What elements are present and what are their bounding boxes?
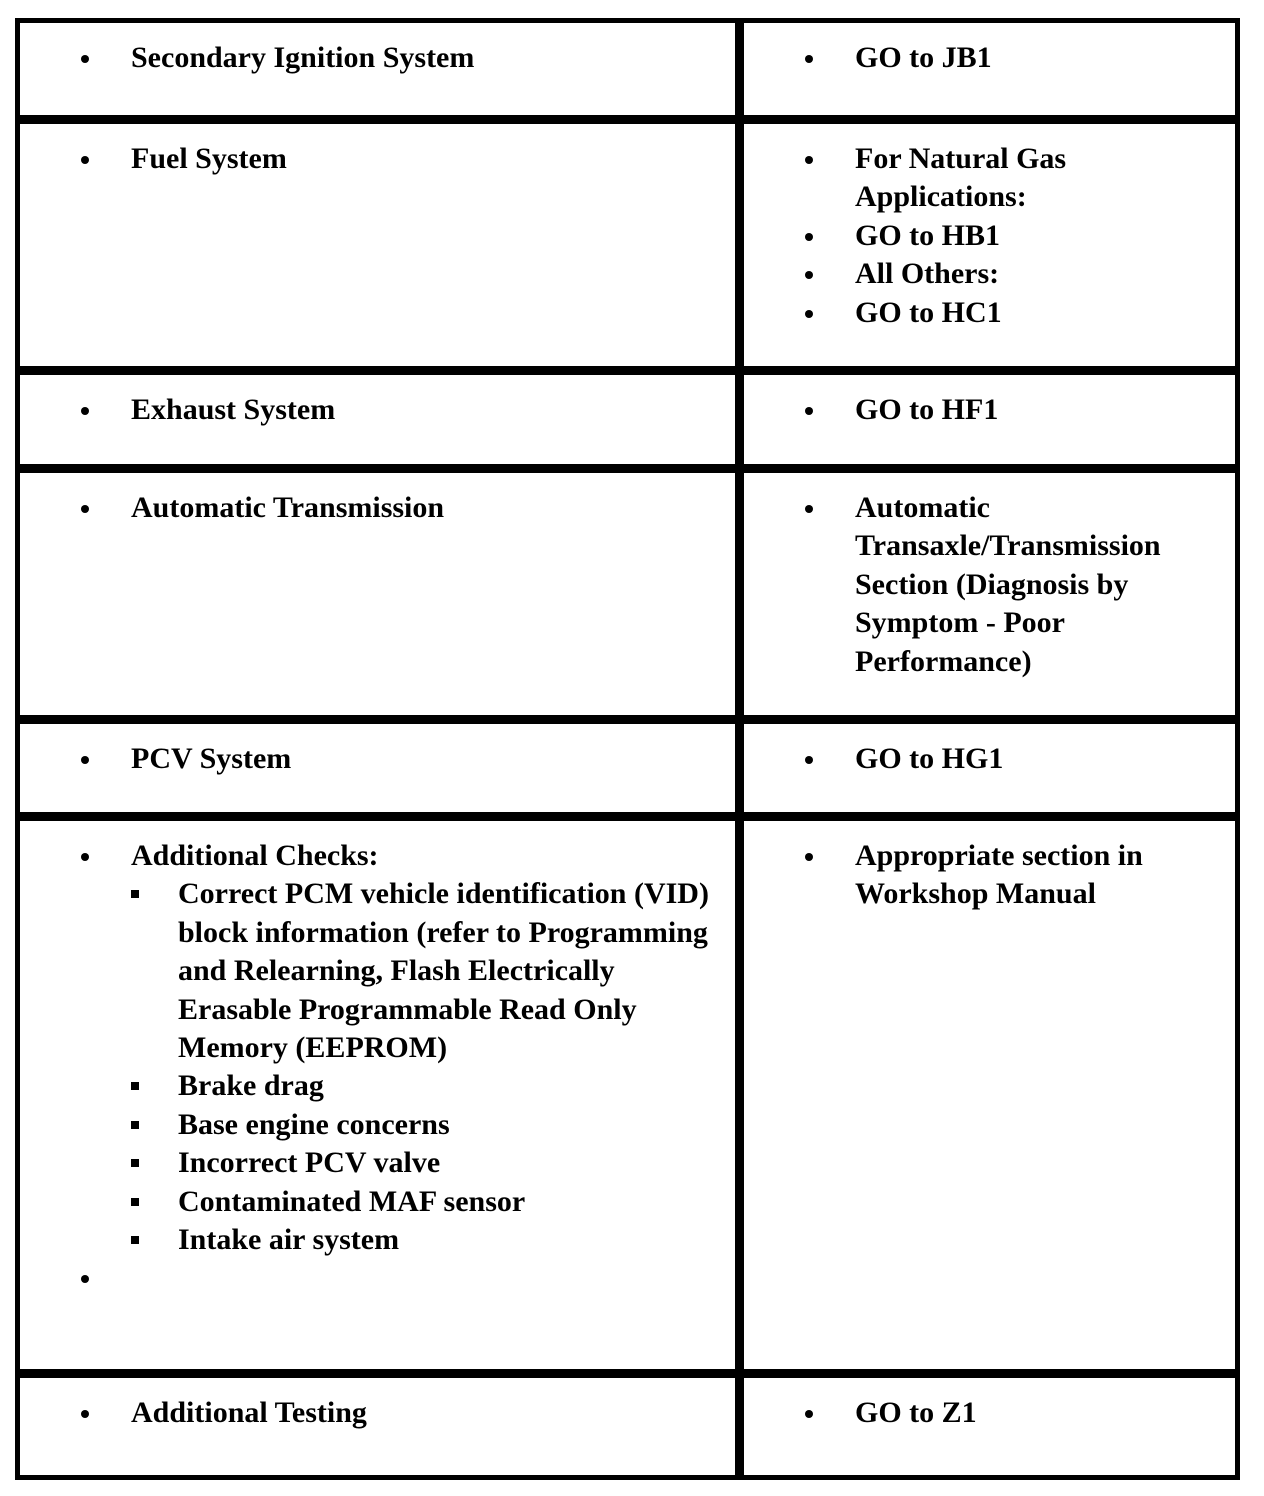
- action-cell: [802, 39, 1232, 77]
- table-row: [20, 715, 1235, 812]
- table-row: [20, 812, 1235, 1378]
- table-row: [20, 115, 1235, 366]
- sub-item: Brake drag: [131, 1067, 733, 1105]
- condition-cell: [78, 140, 733, 178]
- condition-item: Secondary Ignition System: [78, 39, 733, 77]
- action-item: All Others:: [802, 255, 1232, 293]
- action-item: GO to HC1: [802, 294, 1232, 332]
- sub-item: Base engine concerns: [131, 1106, 733, 1144]
- table-row: [20, 23, 1235, 115]
- action-item: GO to HG1: [802, 740, 1232, 778]
- sub-item: Intake air system: [131, 1221, 733, 1259]
- empty-bullet: [78, 1259, 733, 1297]
- condition-item: Additional Testing: [78, 1394, 733, 1432]
- condition-cell: [78, 489, 733, 527]
- action-item: Automatic Transaxle/Transmission Section (Diagnosis by Symptom - Poor Performance): [802, 489, 1232, 681]
- table-row: [20, 464, 1235, 715]
- action-cell: [802, 740, 1232, 778]
- action-item: GO to HB1: [802, 217, 1232, 255]
- sub-item-list: [78, 875, 733, 1259]
- table-row: [20, 1369, 1235, 1484]
- diagnostic-table: [15, 18, 1240, 1480]
- condition-item: PCV System: [78, 740, 733, 778]
- condition-item: Exhaust System: [78, 391, 733, 429]
- action-cell: [802, 837, 1232, 914]
- column-divider: [735, 23, 744, 1475]
- condition-heading: Additional Checks:: [131, 839, 379, 872]
- sub-item: Correct PCM vehicle identification (VID) block information (refer to Programming and Relearning, Flash Electrically Erasable Programmable Read Only Memory (EEPROM): [131, 875, 733, 1067]
- action-cell: [802, 1394, 1232, 1432]
- action-cell: [802, 140, 1232, 332]
- sub-item: Contaminated MAF sensor: [131, 1183, 733, 1221]
- action-cell: [802, 391, 1232, 429]
- condition-item: Fuel System: [78, 140, 733, 178]
- action-item: For Natural Gas Applications:: [802, 140, 1232, 217]
- sub-item: Incorrect PCV valve: [131, 1144, 733, 1182]
- condition-item: Automatic Transmission: [78, 489, 733, 527]
- action-item: Appropriate section in Workshop Manual: [802, 837, 1232, 914]
- condition-cell: [78, 39, 733, 77]
- condition-cell: [78, 837, 733, 1298]
- action-item: GO to Z1: [802, 1394, 1232, 1432]
- condition-cell: [78, 740, 733, 778]
- action-cell: [802, 489, 1232, 681]
- table-row: [20, 366, 1235, 464]
- condition-item: [78, 837, 733, 875]
- action-item: GO to JB1: [802, 39, 1232, 77]
- action-item: GO to HF1: [802, 391, 1232, 429]
- condition-cell: [78, 1394, 733, 1432]
- condition-cell: [78, 391, 733, 429]
